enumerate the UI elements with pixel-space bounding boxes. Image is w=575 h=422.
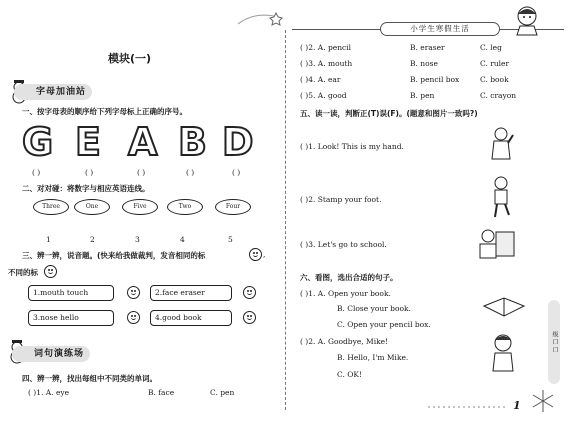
hand-illustration-icon [488, 125, 514, 165]
q6-2-option-a[interactable]: ( )2. A. Goodbye, Mike! [300, 337, 389, 346]
answer-paren[interactable]: ( ) [137, 168, 146, 177]
q6-heading: 六、看图，选出合适的句子。 [300, 273, 398, 282]
tf-item-1[interactable]: ( )1. Look! This is my hand. [300, 142, 404, 151]
q6-1-option-b[interactable]: B. Close your book. [337, 304, 411, 313]
book-illustration-icon [482, 292, 526, 320]
letter-g: G [22, 120, 54, 164]
column-divider [285, 30, 286, 410]
q4-option-b[interactable]: B. face [148, 388, 175, 397]
word-pair-box: 4.good book [150, 310, 232, 326]
letter-a: A [128, 120, 158, 164]
q5-heading: 五、读一读，判断正(T)误(F)。(题意和图片一致吗?) [300, 109, 478, 118]
tf-item-3[interactable]: ( )3. Let's go to school. [300, 240, 387, 249]
q4-row-2-a[interactable]: ( )2. A. pencil [300, 43, 352, 52]
page-number: 1 [513, 399, 521, 412]
number-digit[interactable]: 1 [46, 235, 51, 244]
answer-smiley-icon[interactable] [243, 286, 256, 299]
boy-waving-illustration-icon [488, 333, 518, 373]
q4-row-3-b[interactable]: B. nose [410, 59, 438, 68]
answer-paren[interactable]: ( ) [32, 168, 41, 177]
number-digit[interactable]: 2 [90, 235, 95, 244]
q6-2-option-b[interactable]: B. Hello, I'm Mike. [337, 353, 409, 362]
letter-e: E [75, 120, 101, 164]
answer-paren[interactable]: ( ) [85, 168, 94, 177]
q4-option-c[interactable]: C. pen [210, 388, 235, 397]
snowflake-decor-icon [528, 388, 558, 414]
q6-1-option-a[interactable]: ( )1. A. Open your book. [300, 289, 391, 298]
letter-b: B [178, 120, 207, 164]
footer-dots [428, 404, 508, 410]
number-digit[interactable]: 4 [180, 235, 185, 244]
q4-row-4-b[interactable]: B. pencil box [410, 75, 460, 84]
section-badge-letters: 字母加油站 [14, 84, 92, 100]
answer-paren[interactable]: ( ) [186, 168, 195, 177]
q2-heading: 二、对对碰：将数字与相应英语连线。 [22, 184, 150, 193]
q4-row-4-a[interactable]: ( )4. A. ear [300, 75, 341, 84]
section-badge-sentences: 词句演练场 [12, 346, 90, 362]
answer-paren[interactable]: ( ) [232, 168, 241, 177]
q4-option-a[interactable]: ( )1. A. eye [28, 388, 70, 397]
q6-1-option-c[interactable]: C. Open your pencil box. [337, 320, 431, 329]
answer-smiley-icon[interactable] [127, 311, 140, 324]
q1-heading: 一、按字母表的顺序给下列字母标上正确的序号。 [22, 107, 187, 116]
word-pair-box: 1.mouth touch [28, 285, 114, 301]
q4-row-5-b[interactable]: B. pen [410, 91, 435, 100]
number-word-oval[interactable]: One [74, 199, 110, 215]
answer-smiley-icon[interactable] [243, 311, 256, 324]
letter-d: D [222, 120, 254, 164]
grade-sidebar-tab: 级 口 口 [548, 300, 560, 384]
page-title: 模块(一) [108, 52, 152, 65]
q4-row-4-c[interactable]: C. book [480, 75, 509, 84]
answer-smiley-icon[interactable] [127, 286, 140, 299]
q6-2-option-c[interactable]: C. OK! [337, 370, 363, 379]
q4-row-3-a[interactable]: ( )3. A. mouth [300, 59, 353, 68]
smiley-face-icon [44, 265, 57, 278]
header-banner: 小学生寒假生活 [380, 22, 500, 36]
q4-row-3-c[interactable]: C. ruler [480, 59, 510, 68]
word-pair-box: 3.nose hello [28, 310, 114, 326]
q3-closing-paren: , [263, 250, 266, 259]
q3-heading-cont: 不同的标 [8, 268, 38, 277]
q4-row-2-b[interactable]: B. eraser [410, 43, 445, 52]
number-word-oval[interactable]: Five [122, 199, 158, 215]
number-word-oval[interactable]: Three [33, 199, 69, 215]
tf-item-2[interactable]: ( )2. Stamp your foot. [300, 195, 382, 204]
number-digit[interactable]: 5 [228, 235, 233, 244]
q4-row-5-a[interactable]: ( )5. A. good [300, 91, 347, 100]
stamp-foot-illustration-icon [488, 175, 514, 219]
q3-heading: 三、辨一辨，说音题。(快来给我做裁判，发音相同的标 [22, 251, 206, 260]
girl-illustration-icon [510, 4, 544, 36]
word-pair-box: 2.face eraser [150, 285, 232, 301]
number-word-oval[interactable]: Four [215, 199, 251, 215]
decor-star-icon [236, 8, 286, 30]
q4-row-5-c[interactable]: C. crayon [480, 91, 517, 100]
number-digit[interactable]: 3 [135, 235, 140, 244]
q4-heading: 四、辨一辨，找出每组中不同类的单词。 [22, 374, 157, 383]
school-illustration-icon [470, 226, 518, 262]
q4-row-2-c[interactable]: C. leg [480, 43, 502, 52]
number-word-oval[interactable]: Two [167, 199, 203, 215]
smiley-face-icon [249, 248, 262, 261]
